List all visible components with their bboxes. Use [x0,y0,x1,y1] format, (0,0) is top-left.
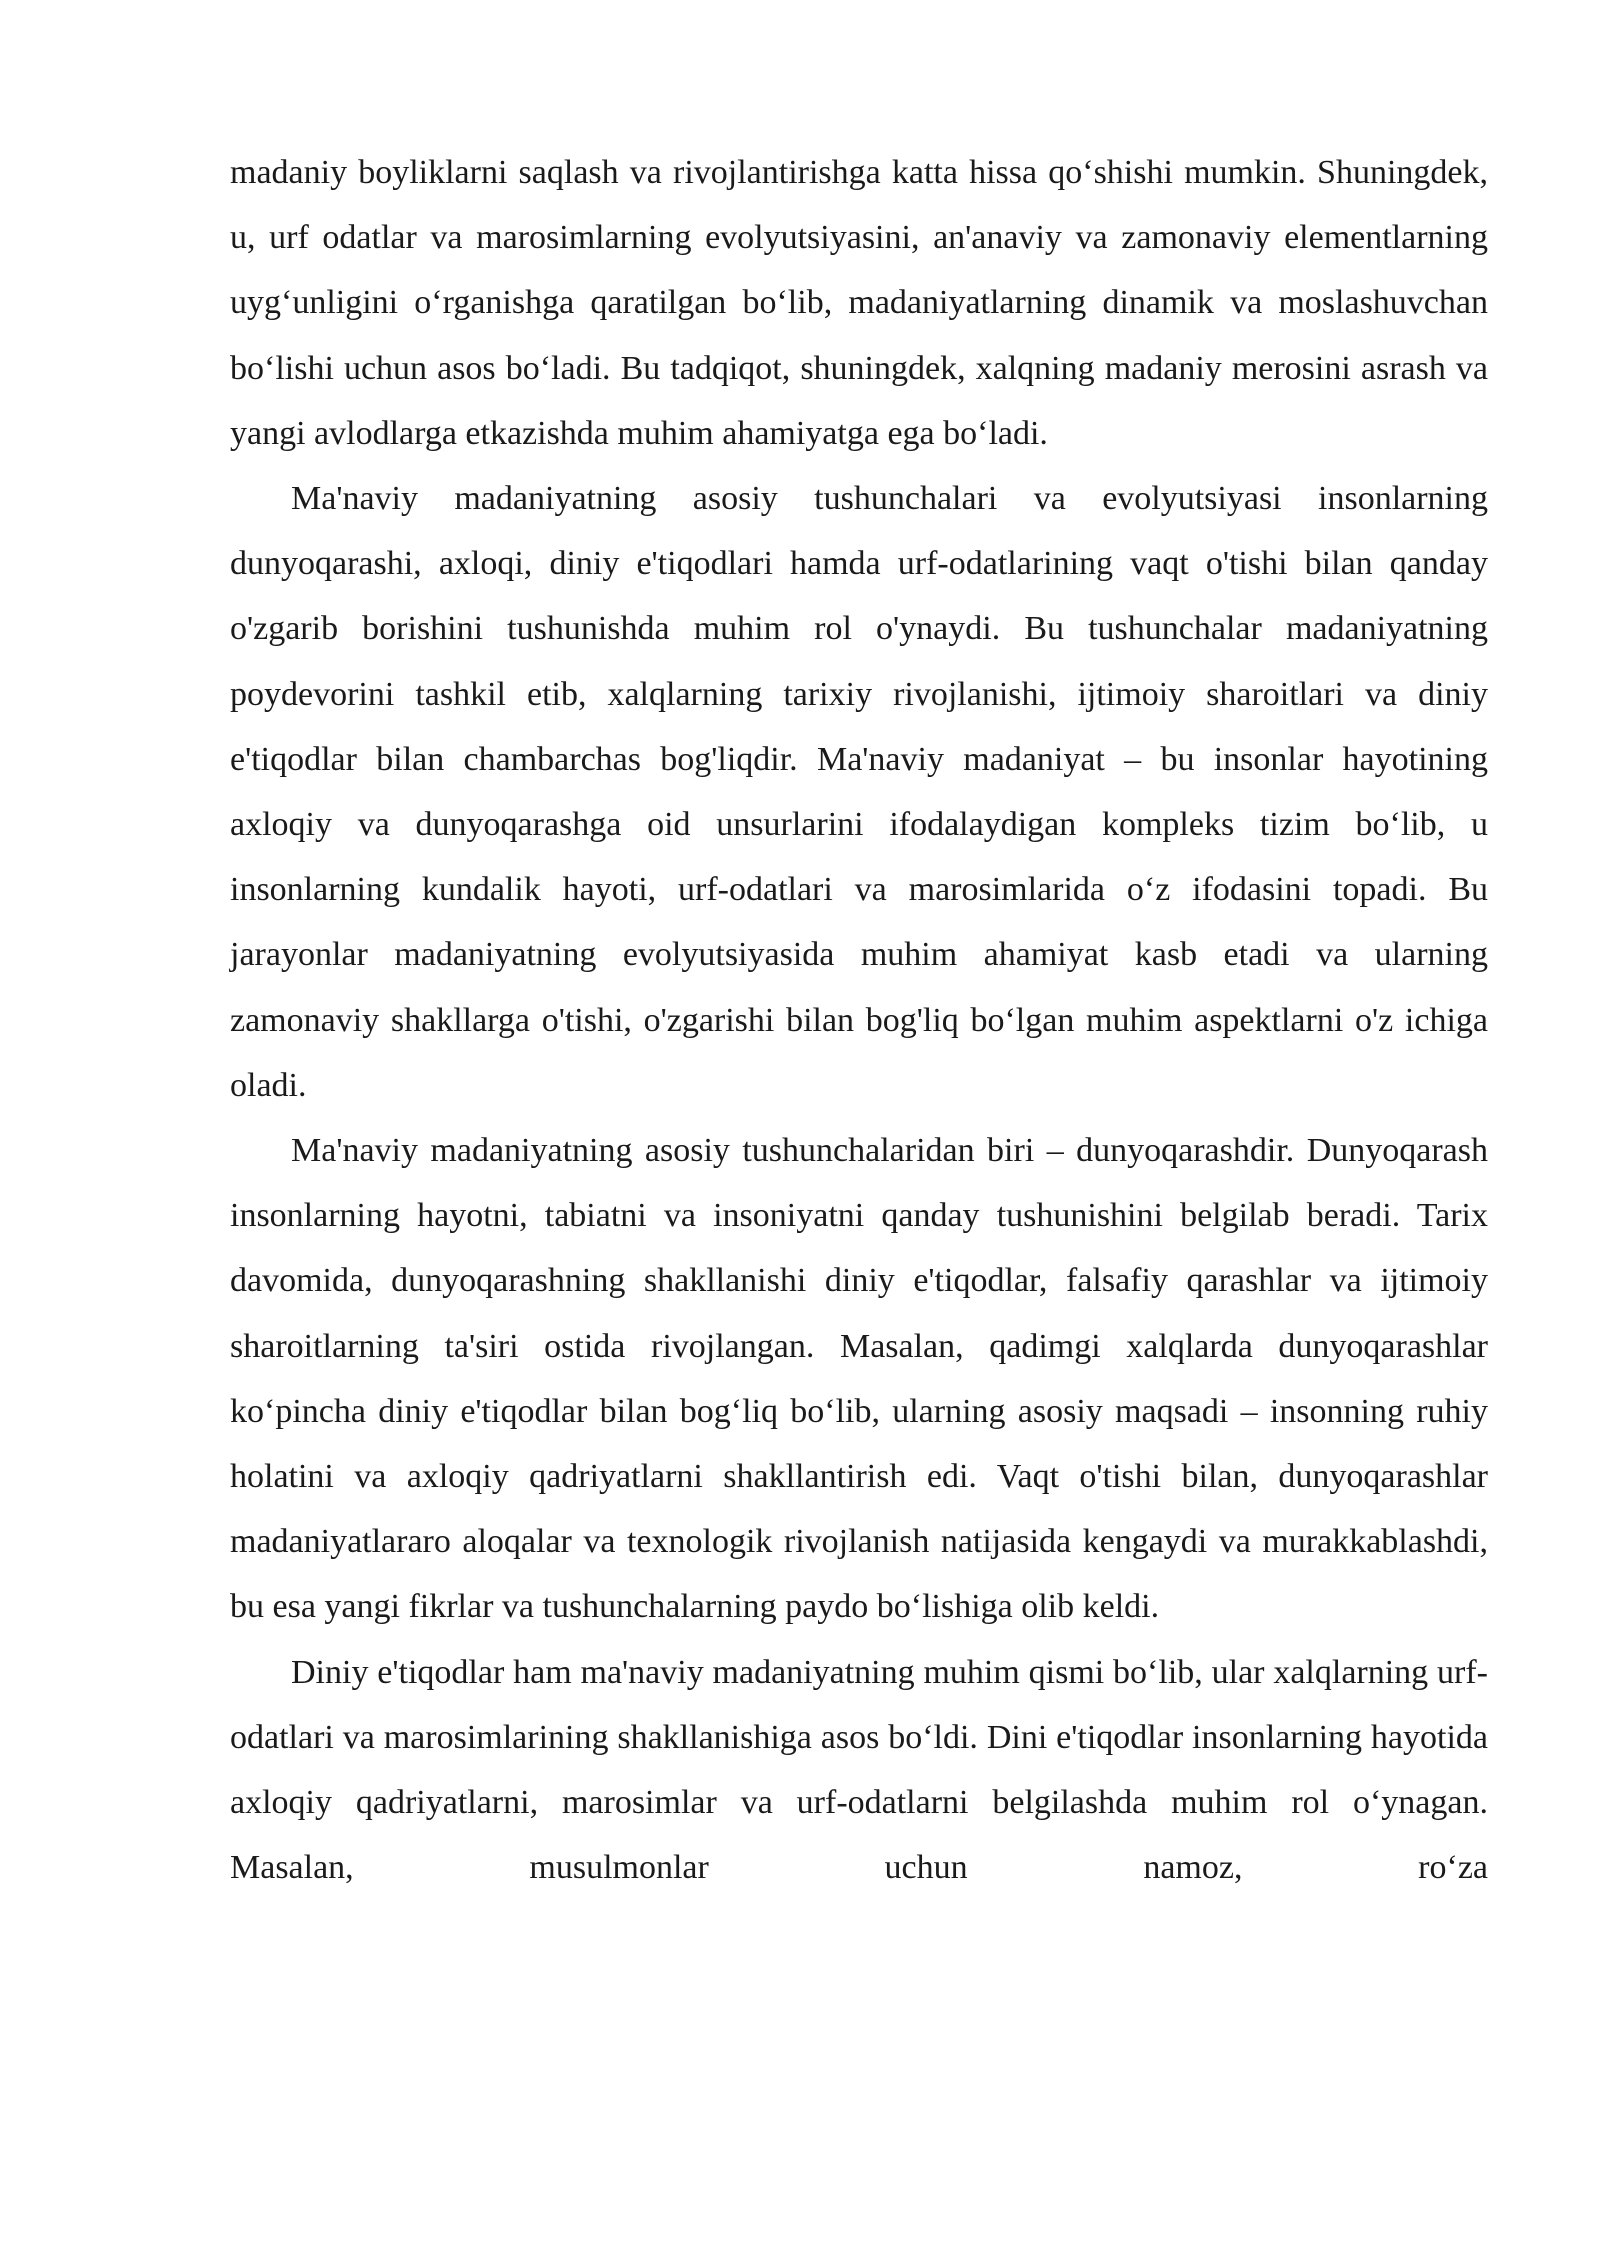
paragraph-1: madaniy boyliklarni saqlash va rivojlantirishga katta hissa qo‘shishi mumkin. Shuningdek, u, urf odatlar va marosimlarning evolyutsiyasini, an'anaviy va zamonaviy elementlarning uyg‘unligini o‘rganishga qaratilgan bo‘lib, madaniyatlarning dinamik va moslashuvchan bo‘lishi uchun asos bo‘ladi. Bu tadqiqot, shuningdek, xalqning madaniy merosini asrash va yangi avlodlarga etkazishda muhim ahamiyatga ega bo‘ladi. [230,154,1488,452]
document-page [230,140,1488,1900]
paragraph-3: Ma'naviy madaniyatning asosiy tushunchalaridan biri – dunyoqarashdir. Dunyoqarash insonlarning hayotni, tabiatni va insoniyatni qanday tushunishini belgilab beradi. Tarix davomida, dunyoqarashning shakllanishi diniy e'tiqodlar, falsafiy qarashlar va ijtimoiy sharoitlarning ta'siri ostida rivojlangan. Masalan, qadimgi xalqlarda dunyoqarashlar ko‘pincha diniy e'tiqodlar bilan bog‘liq bo‘lib, ularning asosiy maqsadi – insonning ruhiy holatini va axloqiy qadriyatlarni shakllantirish edi. Vaqt o'tishi bilan, dunyoqarashlar madaniyatlararo aloqalar va texnologik rivojlanish natijasida kengaydi va murakkablashdi, bu esa yangi fikrlar va tushunchalarning paydo bo‘lishiga olib keldi. [230,1132,1488,1626]
paragraph-4: Diniy e'tiqodlar ham ma'naviy madaniyatning muhim qismi bo‘lib, ular xalqlarning urf-odatlari va marosimlarining shakllanishiga asos bo‘ldi. Dini e'tiqodlar insonlarning hayotida axloqiy qadriyatlarni, marosimlar va urf-odatlarni belgilashda muhim rol o‘ynagan. Masalan, musulmonlar uchun namoz, ro‘za [230,1653,1488,1887]
paragraph-2: Ma'naviy madaniyatning asosiy tushunchalari va evolyutsiyasi insonlarning dunyoqarashi, axloqi, diniy e'tiqodlari hamda urf-odatlarining vaqt o'tishi bilan qanday o'zgarib borishini tushunishda muhim rol o'ynaydi. Bu tushunchalar madaniyatning poydevorini tashkil etib, xalqlarning tarixiy rivojlanishi, ijtimoiy sharoitlari va diniy e'tiqodlar bilan chambarchas bog'liqdir. Ma'naviy madaniyat – bu insonlar hayotining axloqiy va dunyoqarashga oid unsurlarini ifodalaydigan kompleks tizim bo‘lib, u insonlarning kundalik hayoti, urf-odatlari va marosimlarida o‘z ifodasini topadi. Bu jarayonlar madaniyatning evolyutsiyasida muhim ahamiyat kasb etadi va ularning zamonaviy shakllarga o'tishi, o'zgarishi bilan bog'liq bo‘lgan muhim aspektlarni o'z ichiga oladi. [230,480,1488,1104]
